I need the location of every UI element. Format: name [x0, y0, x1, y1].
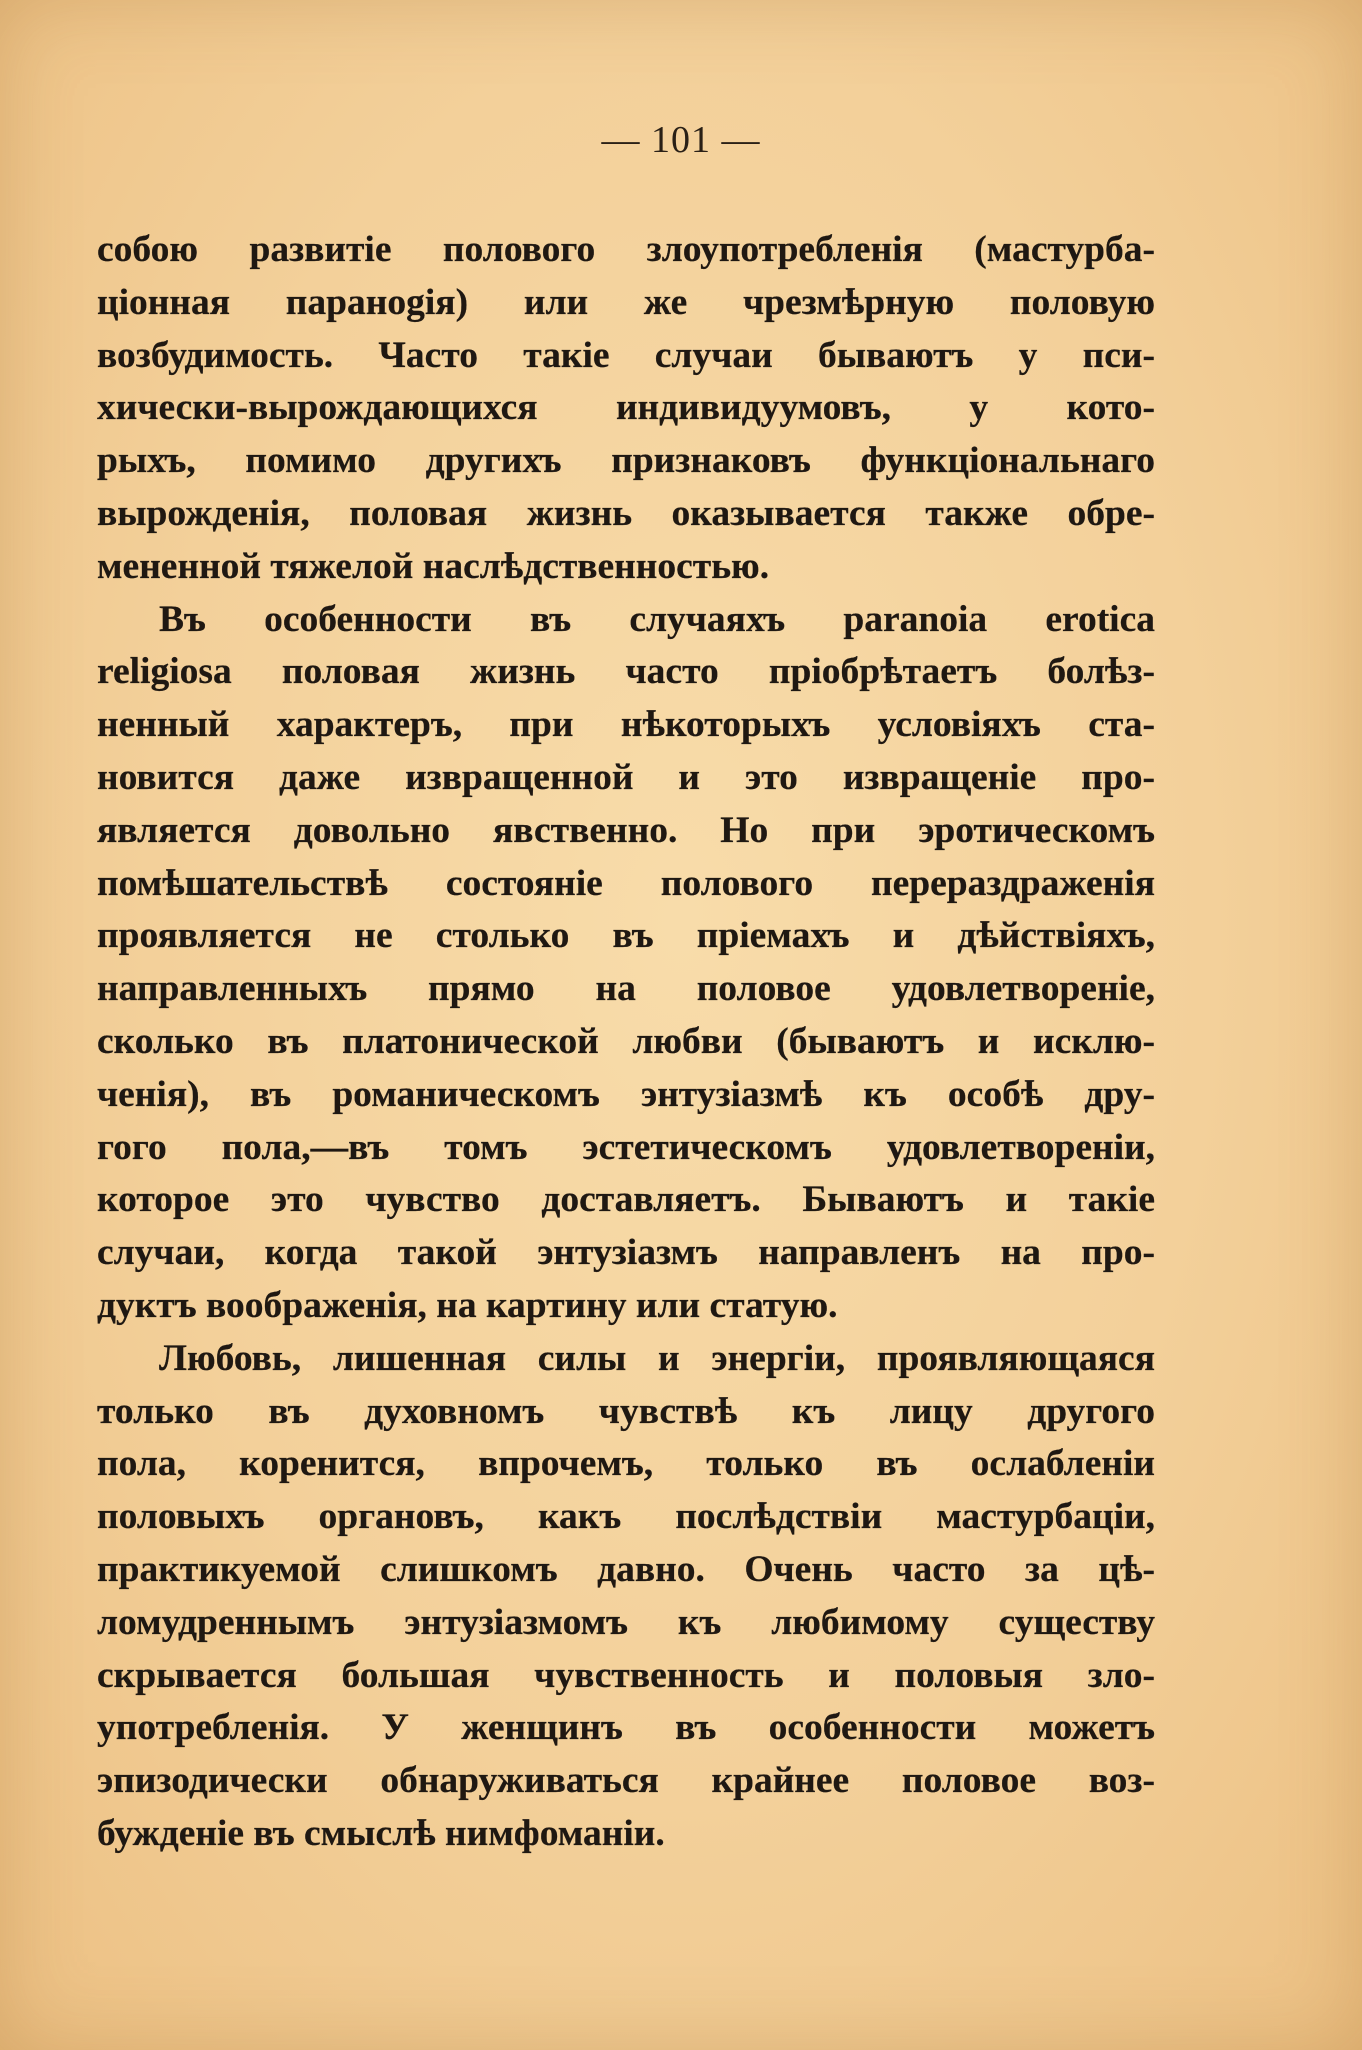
- text-line: помѣшательствѣ состояніе полового перераздраженія: [97, 862, 1155, 904]
- text-line: практикуемой слишкомъ давно. Очень часто за цѣ-: [97, 1548, 1155, 1590]
- text-line: religiosa половая жизнь часто пріобрѣтаетъ болѣз-: [97, 651, 1155, 693]
- text-line: ломудреннымъ энтузіазмомъ къ любимому существу: [97, 1601, 1155, 1643]
- text-line: Въ особенности въ случаяхъ paranoia erotica: [159, 598, 1155, 640]
- text-line: собою развитіе полового злоупотребленія (мастурба-: [97, 229, 1155, 270]
- text-line: ціонная паранogія) или же чрезмѣрную половую: [97, 281, 1155, 323]
- text-line: дуктъ воображенія, на картину или статую.: [97, 1284, 838, 1326]
- text-line: направленныхъ прямо на половое удовлетвореніе,: [97, 968, 1155, 1010]
- text-line: мененной тяжелой наслѣдственностью.: [97, 545, 770, 587]
- text-line: хически-вырождающихся индивидуумовъ, у кото-: [97, 387, 1155, 429]
- text-line: бужденіе въ смыслѣ нимфоманіи.: [97, 1812, 665, 1854]
- text-line: только въ духовномъ чувствѣ къ лицу другого: [97, 1390, 1155, 1432]
- text-line: рыхъ, помимо другихъ признаковъ функціональнаго: [97, 440, 1155, 482]
- text-line: сколько въ платонической любви (бываютъ и исклю-: [97, 1020, 1155, 1062]
- text-line: ченія), въ романическомъ энтузіазмѣ къ особѣ дру-: [97, 1073, 1155, 1115]
- body-text: [97, 224, 1155, 1861]
- text-line: скрывается большая чувственность и половыя зло-: [97, 1654, 1155, 1696]
- text-line: гого пола,—въ томъ эстетическомъ удовлетвореніи,: [97, 1126, 1155, 1168]
- text-line: употребленія. У женщинъ въ особенности можетъ: [97, 1707, 1155, 1749]
- page-number: — 101 —: [601, 119, 761, 161]
- text-line: которое это чувство доставляетъ. Бываютъ и такіе: [97, 1179, 1155, 1221]
- text-line: ненный характеръ, при нѣкоторыхъ условіяхъ ста-: [97, 704, 1155, 746]
- text-line: проявляется не столько въ пріемахъ и дѣйствіяхъ,: [97, 915, 1155, 957]
- text-line: возбудимость. Часто такіе случаи бываютъ у пси-: [97, 334, 1155, 376]
- text-line: случаи, когда такой энтузіазмъ направленъ на про-: [97, 1232, 1155, 1274]
- text-line: Любовь, лишенная силы и энергіи, проявляющаяся: [159, 1337, 1155, 1379]
- text-line: пола, коренится, впрочемъ, только въ ослабленіи: [97, 1443, 1155, 1485]
- text-line: вырожденія, половая жизнь оказывается также обре-: [97, 492, 1155, 534]
- text-line: половыхъ органовъ, какъ послѣдствіи мастурбаціи,: [97, 1496, 1155, 1538]
- text-line: новится даже извращенной и это извращеніе про-: [97, 756, 1155, 798]
- text-line: является довольно явственно. Но при эротическомъ: [97, 809, 1155, 851]
- text-line: эпизодически обнаруживаться крайнее половое воз-: [97, 1760, 1155, 1802]
